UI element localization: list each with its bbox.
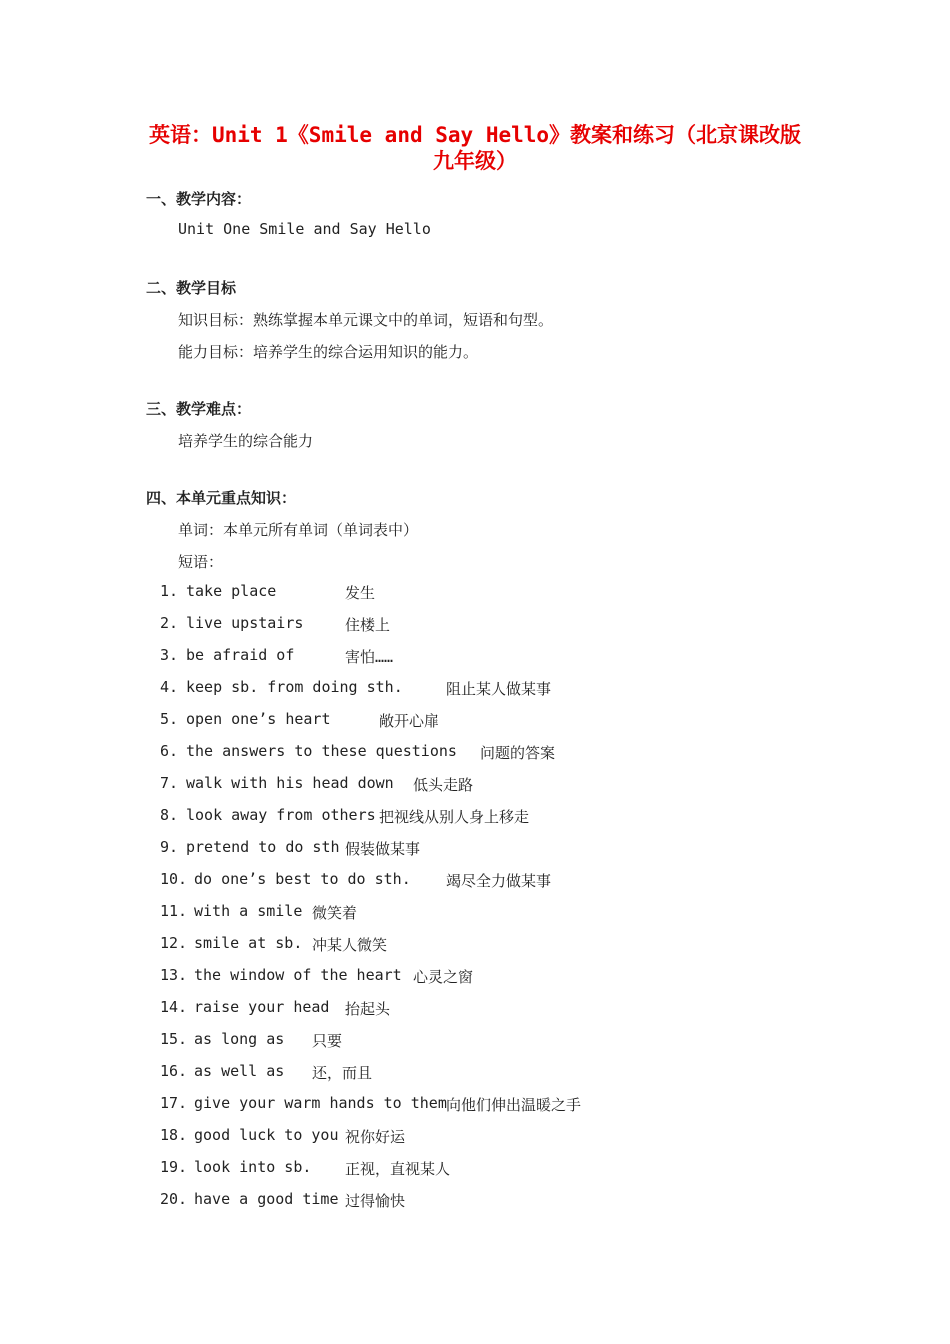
phrase-english: live upstairs — [186, 614, 304, 632]
phrase-number: 7. — [160, 774, 179, 792]
section-heading-content: 一、教学内容： — [146, 190, 252, 208]
phrase-chinese: 住楼上 — [345, 616, 391, 634]
phrase-number: 18. — [160, 1126, 188, 1144]
phrase-chinese: 正视，直视某人 — [345, 1160, 451, 1178]
phrase-number: 15. — [160, 1030, 188, 1048]
phrase-number: 11. — [160, 902, 188, 920]
phrase-item — [160, 742, 556, 762]
section-heading-difficulty: 三、教学难点： — [146, 400, 252, 418]
phrase-english: have a good time — [194, 1190, 339, 1208]
phrase-item — [160, 1094, 582, 1114]
phrase-english: smile at sb. — [194, 934, 303, 952]
phrase-chinese: 祝你好运 — [345, 1128, 406, 1146]
phrase-english: as well as — [194, 1062, 285, 1080]
phrase-chinese: 只要 — [312, 1032, 343, 1050]
phrase-english: give your warm hands to them — [194, 1094, 447, 1112]
phrase-english: the window of the heart — [194, 966, 402, 984]
phrase-chinese: 发生 — [345, 584, 376, 602]
key-line-phrases: 短语： — [178, 553, 224, 571]
phrase-item — [160, 902, 358, 922]
phrase-item — [160, 582, 376, 602]
phrase-number: 8. — [160, 806, 179, 824]
phrase-chinese: 低头走路 — [413, 776, 474, 794]
difficulty-line: 培养学生的综合能力 — [178, 432, 314, 450]
phrase-english: do one’s best to do sth. — [194, 870, 411, 888]
phrase-item — [160, 838, 421, 858]
phrase-number: 10. — [160, 870, 188, 888]
goal-line-knowledge: 知识目标：熟练掌握本单元课文中的单词，短语和句型。 — [178, 311, 554, 329]
phrase-number: 13. — [160, 966, 188, 984]
phrase-number: 16. — [160, 1062, 188, 1080]
phrase-item — [160, 998, 391, 1018]
phrase-number: 14. — [160, 998, 188, 1016]
phrase-item — [160, 966, 474, 986]
phrase-item — [160, 806, 530, 826]
phrase-number: 12. — [160, 934, 188, 952]
phrase-chinese: 抬起头 — [345, 1000, 391, 1018]
phrase-chinese: 微笑着 — [312, 904, 358, 922]
phrase-number: 2. — [160, 614, 179, 632]
phrase-chinese: 把视线从别人身上移走 — [379, 808, 530, 826]
document-title: 英语：Unit 1《Smile and Say Hello》教案和练习（北京课改版九年级） — [148, 123, 802, 173]
phrase-english: pretend to do sth — [186, 838, 340, 856]
phrase-english: look away from others — [186, 806, 376, 824]
phrase-english: good luck to you — [194, 1126, 339, 1144]
phrase-number: 19. — [160, 1158, 188, 1176]
phrase-english: be afraid of — [186, 646, 295, 664]
goal-line-ability: 能力目标：培养学生的综合运用知识的能力。 — [178, 343, 479, 361]
section-heading-key: 四、本单元重点知识： — [146, 489, 297, 507]
phrase-item — [160, 678, 552, 698]
content-line: Unit One Smile and Say Hello — [178, 220, 431, 238]
phrase-english: walk with his head down — [186, 774, 394, 792]
phrase-item — [160, 1126, 406, 1146]
phrase-item — [160, 774, 474, 794]
phrase-chinese: 向他们伸出温暖之手 — [446, 1096, 582, 1114]
phrase-chinese: 问题的答案 — [480, 744, 556, 762]
phrase-item — [160, 934, 388, 954]
key-line-words: 单词：本单元所有单词（单词表中） — [178, 521, 419, 539]
phrase-english: take place — [186, 582, 277, 600]
section-heading-goals: 二、教学目标 — [146, 279, 237, 297]
phrase-chinese: 心灵之窗 — [413, 968, 474, 986]
phrase-chinese: 害怕…… — [345, 648, 394, 666]
phrase-chinese: 过得愉快 — [345, 1192, 406, 1210]
phrase-number: 17. — [160, 1094, 188, 1112]
phrase-number: 6. — [160, 742, 179, 760]
phrase-english: open one’s heart — [186, 710, 331, 728]
phrase-english: look into sb. — [194, 1158, 312, 1176]
phrase-item — [160, 1190, 406, 1210]
phrase-item — [160, 710, 440, 730]
phrase-number: 5. — [160, 710, 179, 728]
phrase-chinese: 还，而且 — [312, 1064, 373, 1082]
phrase-english: with a smile — [194, 902, 303, 920]
phrase-chinese: 假装做某事 — [345, 840, 421, 858]
phrase-item — [160, 1158, 451, 1178]
phrase-number: 3. — [160, 646, 179, 664]
phrase-chinese: 敞开心扉 — [379, 712, 440, 730]
phrase-chinese: 冲某人微笑 — [312, 936, 388, 954]
phrase-number: 4. — [160, 678, 179, 696]
phrase-number: 20. — [160, 1190, 188, 1208]
phrase-english: keep sb. from doing sth. — [186, 678, 403, 696]
phrase-item — [160, 870, 552, 890]
phrase-chinese: 阻止某人做某事 — [446, 680, 552, 698]
phrase-item — [160, 1030, 343, 1050]
phrase-item — [160, 646, 394, 666]
phrase-item — [160, 1062, 373, 1082]
phrase-item — [160, 614, 391, 634]
phrase-english: the answers to these questions — [186, 742, 457, 760]
phrase-english: as long as — [194, 1030, 285, 1048]
phrase-number: 9. — [160, 838, 179, 856]
phrase-english: raise your head — [194, 998, 330, 1016]
phrase-number: 1. — [160, 582, 179, 600]
phrase-chinese: 竭尽全力做某事 — [446, 872, 552, 890]
